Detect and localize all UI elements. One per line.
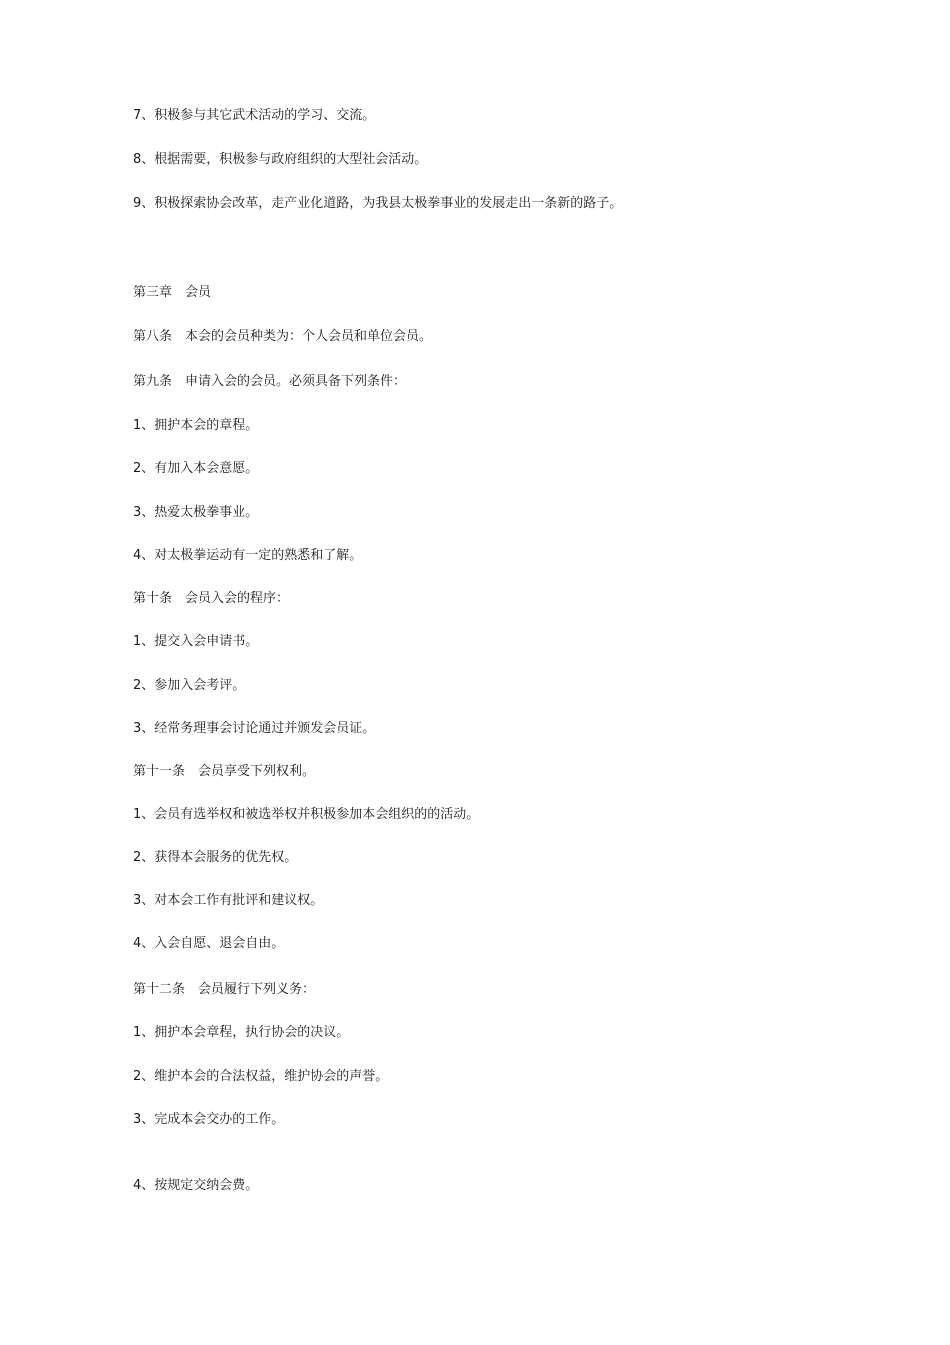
article-10-heading: 第十条 会员入会的程序： <box>133 591 290 606</box>
article-11-heading: 第十一条 会员享受下列权利。 <box>133 764 316 779</box>
list-item: 3、热爱太极拳事业。 <box>133 505 259 520</box>
list-item: 4、对太极拳运动有一定的熟悉和了解。 <box>133 548 363 563</box>
list-item: 2、获得本会服务的优先权。 <box>133 850 298 865</box>
list-item: 3、经常务理事会讨论通过并颁发会员证。 <box>133 721 376 736</box>
article-12-heading: 第十二条 会员履行下列义务： <box>133 982 316 997</box>
list-item: 1、拥护本会的章程。 <box>133 418 259 433</box>
list-item: 3、对本会工作有批评和建议权。 <box>133 893 324 908</box>
list-item: 3、完成本会交办的工作。 <box>133 1112 285 1127</box>
article-8: 第八条 本会的会员种类为：个人会员和单位会员。 <box>133 329 433 344</box>
list-item: 7、积极参与其它武术活动的学习、交流。 <box>133 108 376 123</box>
list-item: 4、按规定交纳会费。 <box>133 1178 259 1193</box>
list-item: 2、参加入会考评。 <box>133 678 246 693</box>
list-item: 2、有加入本会意愿。 <box>133 461 259 476</box>
chapter-heading: 第三章 会员 <box>133 285 212 300</box>
list-item: 1、提交入会申请书。 <box>133 634 259 649</box>
list-item: 2、维护本会的合法权益，维护协会的声誉。 <box>133 1069 389 1084</box>
list-item: 8、根据需要，积极参与政府组织的大型社会活动。 <box>133 152 428 167</box>
list-item: 9、积极探索协会改革，走产业化道路，为我县太极拳事业的发展走出一条新的路子。 <box>133 196 623 211</box>
article-9-heading: 第九条 申请入会的会员。必须具备下列条件： <box>133 374 407 389</box>
list-item: 4、入会自愿、退会自由。 <box>133 936 285 951</box>
list-item: 1、拥护本会章程，执行协会的决议。 <box>133 1025 350 1040</box>
list-item: 1、会员有选举权和被选举权并积极参加本会组织的的活动。 <box>133 807 480 822</box>
